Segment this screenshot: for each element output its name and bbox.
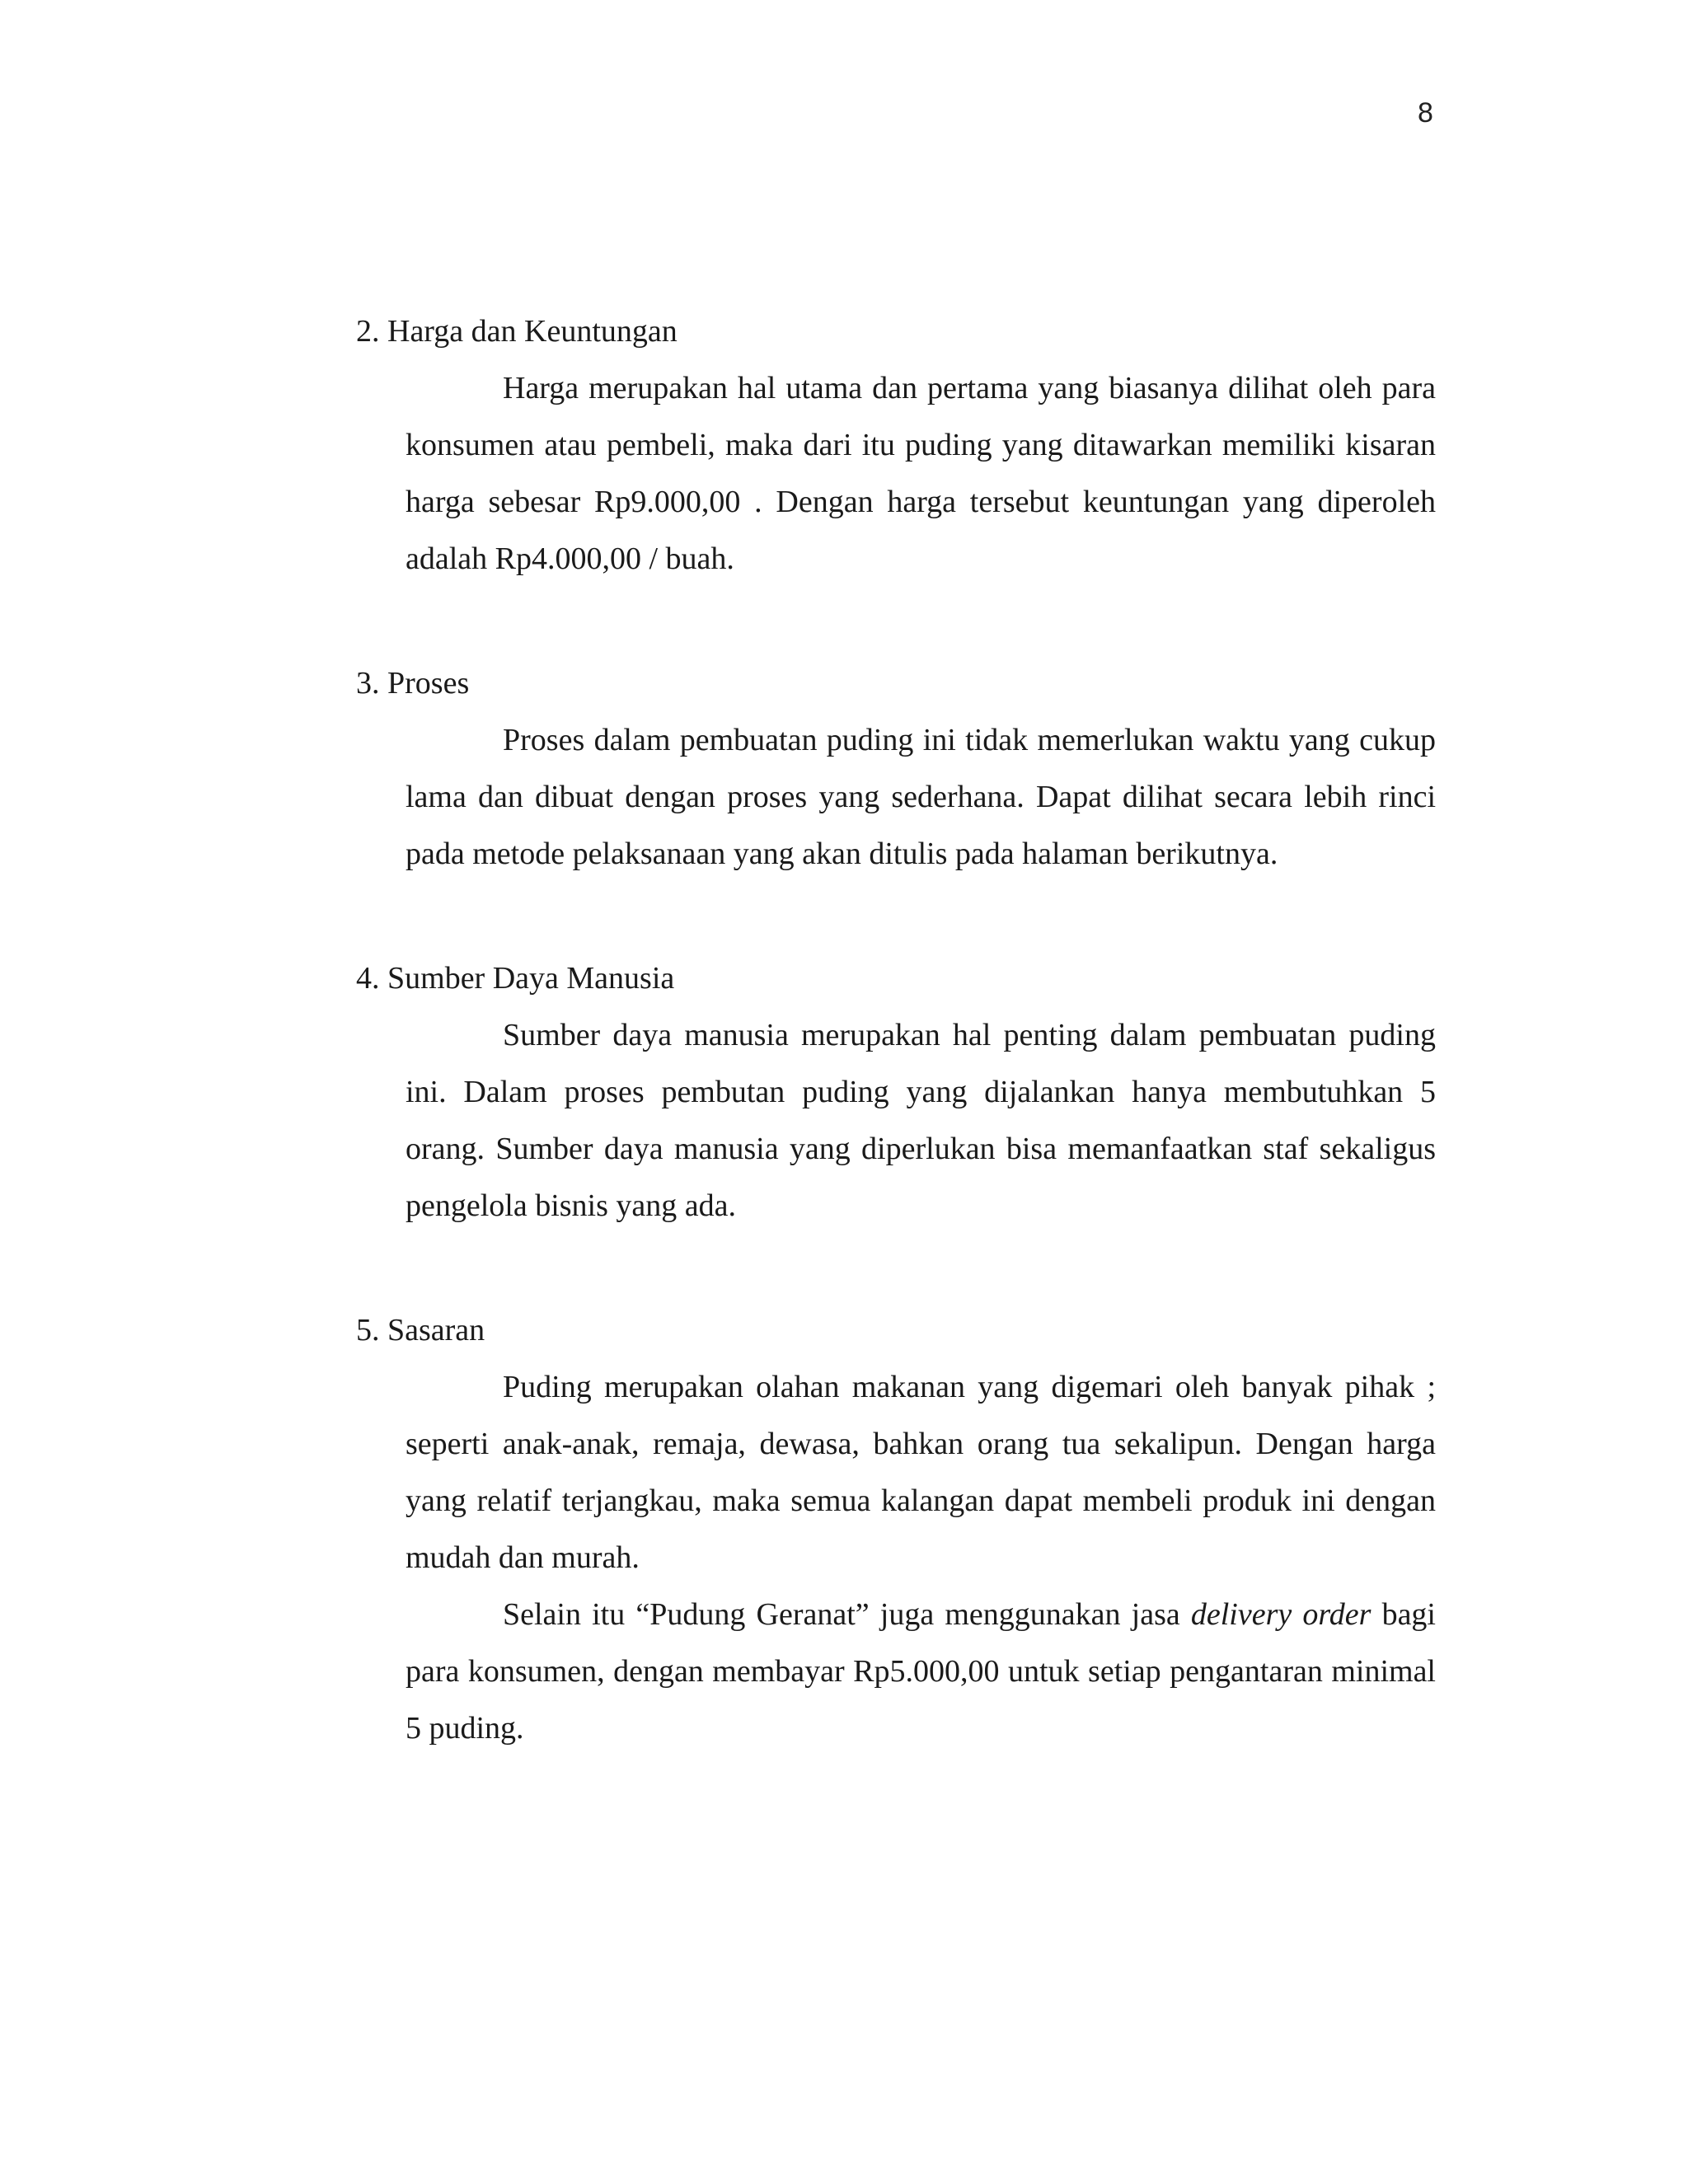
section-heading: 4. Sumber Daya Manusia — [356, 961, 675, 996]
delivery-order-italic: delivery order — [1190, 1597, 1372, 1632]
document-body — [356, 303, 1436, 1757]
section-sumber-daya-manusia — [356, 950, 1436, 1235]
section-heading: 3. Proses — [356, 666, 470, 701]
section-sasaran — [356, 1302, 1436, 1757]
delivery-paragraph — [406, 1586, 1436, 1757]
section-harga-dan-keuntungan — [356, 303, 1436, 588]
section-paragraph: Sumber daya manusia merupakan hal penting dalam pembuatan puding ini. Dalam proses pembutan puding yang dijalankan hanya membutuhkan 5 orang. Sumber daya manusia yang diperlukan bisa memanfaatkan staf sekaligus pengelola bisnis yang ada. — [406, 1018, 1436, 1223]
section-paragraph: Proses dalam pembuatan puding ini tidak memerlukan waktu yang cukup lama dan dibuat dengan proses yang sederhana. Dapat dilihat secara lebih rinci pada metode pelaksanaan yang akan ditulis pada halaman berikutnya. — [406, 723, 1436, 871]
section-heading: 5. Sasaran — [356, 1313, 485, 1347]
delivery-text-after: bagi para konsumen, dengan membayar Rp5.000,00 untuk setiap pengantaran minimal 5 puding. — [406, 1597, 1436, 1746]
section-paragraph: Puding merupakan olahan makanan yang digemari oleh banyak pihak ; seperti anak-anak, remaja, dewasa, bahkan orang tua sekalipun. Dengan harga yang relatif terjangkau, maka semua kalangan dapat membeli produk ini dengan mudah dan murah. — [406, 1370, 1436, 1575]
page-number: 8 — [1418, 97, 1433, 129]
delivery-text-before: Selain itu “Pudung Geranat” juga menggunakan jasa — [503, 1597, 1191, 1632]
section-proses — [356, 655, 1436, 883]
section-heading: 2. Harga dan Keuntungan — [356, 314, 678, 349]
section-paragraph: Harga merupakan hal utama dan pertama yang biasanya dilihat oleh para konsumen atau pembeli, maka dari itu puding yang ditawarkan memiliki kisaran harga sebesar Rp9.000,00 . Dengan harga tersebut keuntungan yang diperoleh adalah Rp4.000,00 / buah. — [406, 371, 1436, 576]
